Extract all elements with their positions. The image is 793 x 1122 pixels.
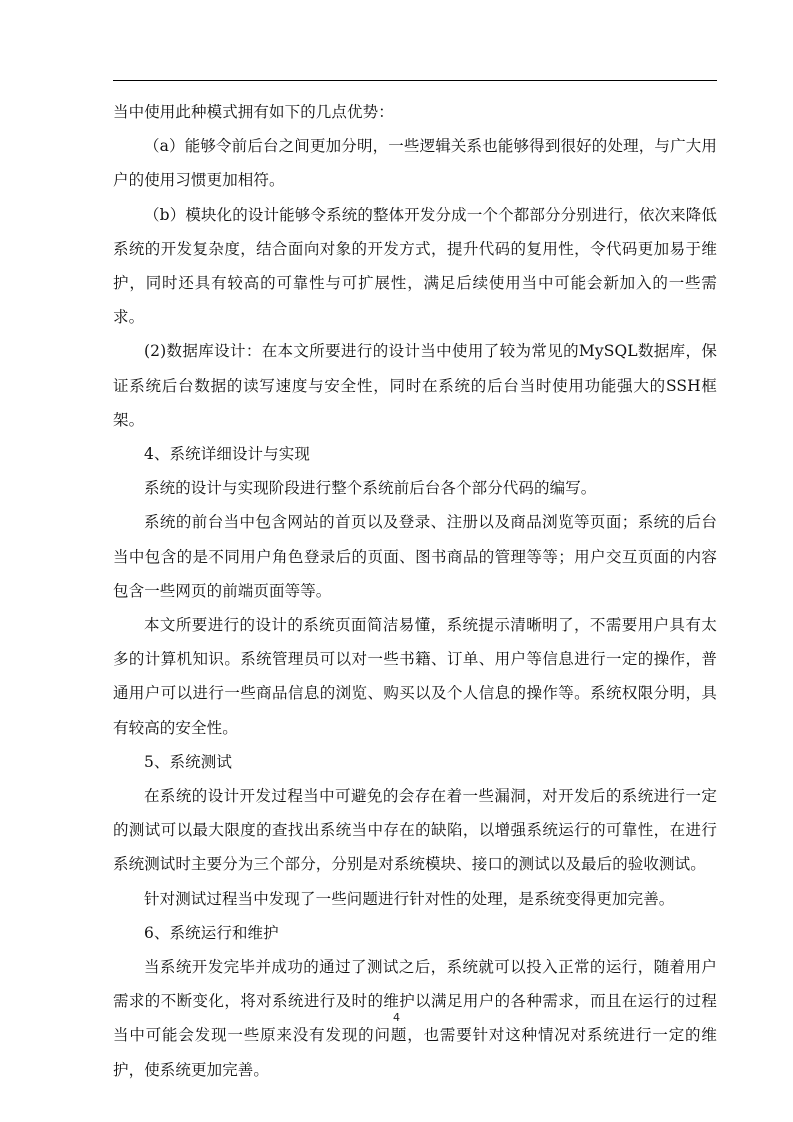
section-heading-detailed-design: 4、系统详细设计与实现 (144, 445, 310, 464)
section-heading-testing: 5、系统测试 (144, 752, 232, 771)
paragraph-implementation-phase: 系统的设计与实现阶段进行整个系统前后台各个部分代码的编写。 (144, 479, 597, 498)
paragraph-database-design: (2)数据库设计：在本文所要进行的设计当中使用了较为常见的MySQL数据库，保证系统后台数据的读写速度与安全性，同时在系统的后台当时使用功能强大的SSH框架。 (113, 342, 717, 429)
paragraph-testing-intro: 在系统的设计开发过程当中可避免的会存在着一些漏洞，对开发后的系统进行一定的测试可以最大限度的查找出系统当中存在的缺陷，以增强系统运行的可靠性，在进行系统测试时主要分为三个部分，分别是对系统模块、接口的测试以及最后的验收测试。 (113, 787, 717, 874)
paragraph-page-design: 本文所要进行的设计的系统页面简洁易懂，系统提示清晰明了，不需要用户具有太多的计算机知识。系统管理员可以对一些书籍、订单、用户等信息进行一定的操作，普通用户可以进行一些商品信息的浏览、购买以及个人信息的操作等。系统权限分明，具有较高的安全性。 (113, 616, 717, 737)
paragraph-advantage-a: （a）能够令前后台之间更加分明，一些逻辑关系也能够得到很好的处理，与广大用户的使用习惯更加相符。 (113, 137, 717, 190)
paragraph-frontend-backend: 系统的前台当中包含网站的首页以及登录、注册以及商品浏览等页面；系统的后台当中包含的是不同用户角色登录后的页面、图书商品的管理等等；用户交互页面的内容包含一些网页的前端页面等等。 (113, 513, 717, 600)
paragraph-testing-fixes: 针对测试过程当中发现了一些问题进行针对性的处理，是系统变得更加完善。 (144, 889, 675, 908)
paragraph-advantage-b: （b）模块化的设计能够令系统的整体开发分成一个个都部分分别进行，依次来降低系统的开发复杂度，结合面向对象的开发方式，提升代码的复用性，令代码更加易于维护，同时还具有较高的可靠性与可扩展性，满足后续使用当中可能会新加入的一些需求。 (113, 205, 717, 327)
header-rule (113, 80, 717, 81)
document-body (113, 95, 717, 1087)
paragraph-maintenance: 当系统开发完毕并成功的通过了测试之后，系统就可以投入正常的运行，随着用户需求的不断变化，将对系统进行及时的维护以满足用户的各种需求，而且在运行的过程当中可能会发现一些原来没有发现的问题，也需要针对这种情况对系统进行一定的维护，使系统更加完善。 (113, 958, 717, 1079)
section-heading-maintenance: 6、系统运行和维护 (144, 923, 279, 942)
paragraph-advantages-intro: 当中使用此种模式拥有如下的几点优势： (113, 103, 394, 121)
page-number: 4 (393, 1011, 400, 1024)
